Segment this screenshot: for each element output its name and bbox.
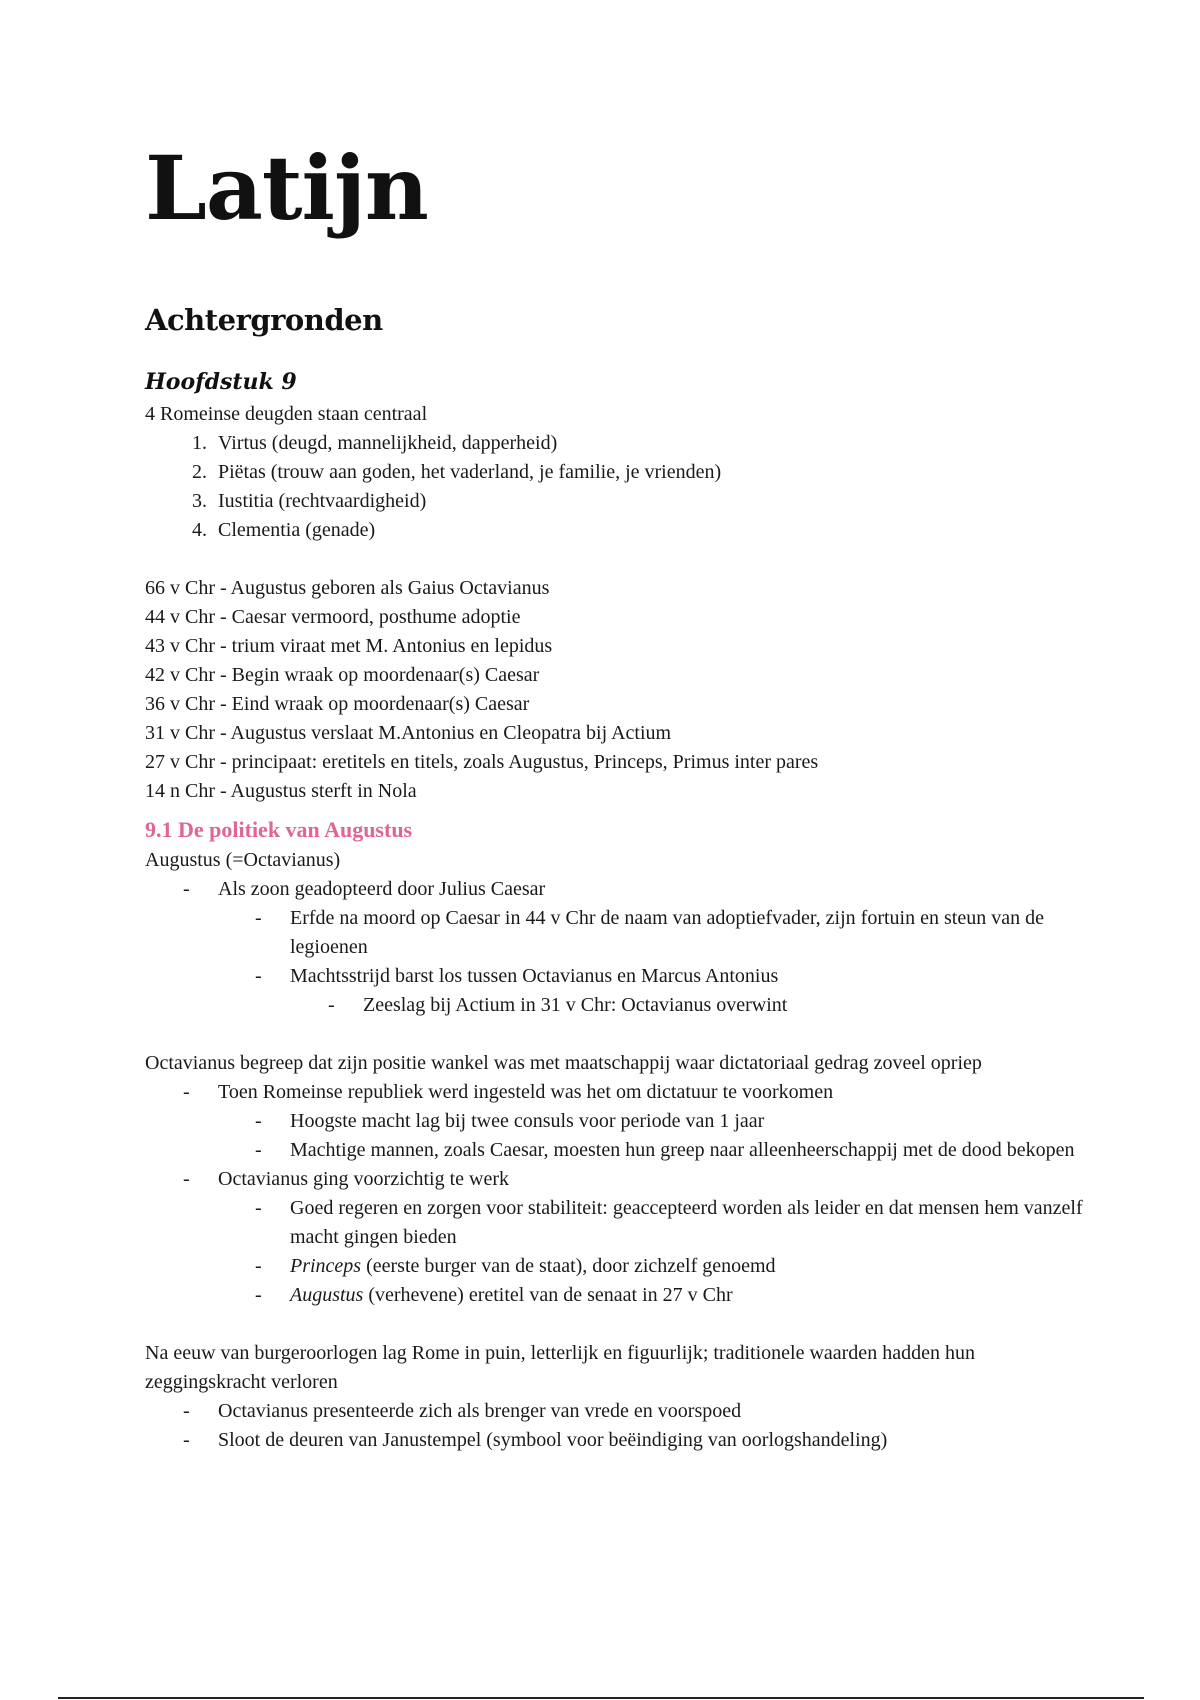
list-item: 2. Piëtas (trouw aan goden, het vaderland, je familie, je vrienden) bbox=[192, 461, 722, 483]
list-item: - Als zoon geadopteerd door Julius Caesar bbox=[183, 878, 546, 900]
timeline-entry: 66 v Chr - Augustus geboren als Gaius Octavianus bbox=[145, 577, 550, 599]
list-item: - Machtige mannen, zoals Caesar, moesten hun greep naar alleenheerschappij met de dood bekopen bbox=[255, 1139, 1075, 1161]
list-item: - Princeps (eerste burger van de staat), door zichzelf genoemd bbox=[255, 1255, 776, 1277]
timeline-entry: 44 v Chr - Caesar vermoord, posthume adoptie bbox=[145, 606, 521, 628]
page-divider bbox=[58, 1697, 1144, 1699]
list-item: - Zeeslag bij Actium in 31 v Chr: Octavianus overwint bbox=[328, 994, 788, 1016]
virtues-list bbox=[145, 429, 1085, 545]
list-item: 3. Iustitia (rechtvaardigheid) bbox=[192, 490, 427, 512]
bullet-list bbox=[145, 875, 1085, 1020]
document-title: Latijn bbox=[145, 136, 428, 240]
bullet-list bbox=[145, 1078, 1085, 1310]
timeline-entry: 36 v Chr - Eind wraak op moordenaar(s) Caesar bbox=[145, 693, 530, 715]
virtues-intro: 4 Romeinse deugden staan centraal bbox=[145, 403, 428, 425]
section-heading: Achtergronden bbox=[145, 303, 383, 337]
subsection-heading: 9.1 De politiek van Augustus bbox=[145, 817, 413, 842]
list-item: - Machtsstrijd barst los tussen Octavianus en Marcus Antonius bbox=[255, 965, 779, 987]
timeline-entry: 14 n Chr - Augustus sterft in Nola bbox=[145, 780, 417, 802]
timeline-entry: 31 v Chr - Augustus verslaat M.Antonius en Cleopatra bij Actium bbox=[145, 722, 672, 744]
list-item: - Goed regeren en zorgen voor stabiliteit: geaccepteerd worden als leider en dat mensen hem vanzelf macht gingen bieden bbox=[255, 1197, 1083, 1248]
list-item: - Sloot de deuren van Janustempel (symbool voor beëindiging van oorlogshandeling) bbox=[183, 1429, 888, 1451]
list-item: - Hoogste macht lag bij twee consuls voor periode van 1 jaar bbox=[255, 1110, 765, 1132]
paragraph: Octavianus begreep dat zijn positie wankel was met maatschappij waar dictatoriaal gedrag zoveel opriep bbox=[145, 1052, 982, 1074]
list-item: - Augustus (verhevene) eretitel van de senaat in 27 v Chr bbox=[255, 1284, 733, 1306]
subsection-intro: Augustus (=Octavianus) bbox=[145, 849, 341, 871]
list-item: 4. Clementia (genade) bbox=[192, 519, 376, 541]
timeline-entry: 42 v Chr - Begin wraak op moordenaar(s) Caesar bbox=[145, 664, 540, 686]
timeline bbox=[145, 574, 1085, 806]
list-item: 1. Virtus (deugd, mannelijkheid, dapperheid) bbox=[192, 432, 558, 454]
document-body bbox=[145, 400, 1085, 1455]
paragraph: Na eeuw van burgeroorlogen lag Rome in puin, letterlijk en figuurlijk; traditionele waarden hadden hun zeggingskracht verloren bbox=[145, 1342, 975, 1393]
list-item: - Toen Romeinse republiek werd ingesteld was het om dictatuur te voorkomen bbox=[183, 1081, 834, 1103]
list-item: - Erfde na moord op Caesar in 44 v Chr de naam van adoptiefvader, zijn fortuin en steun van de legioenen bbox=[255, 907, 1044, 958]
timeline-entry: 27 v Chr - principaat: eretitels en titels, zoals Augustus, Princeps, Primus inter pares bbox=[145, 751, 819, 773]
bullet-list bbox=[145, 1397, 1085, 1455]
list-item: - Octavianus presenteerde zich als brenger van vrede en voorspoed bbox=[183, 1400, 742, 1422]
chapter-heading: Hoofdstuk 9 bbox=[145, 369, 297, 395]
list-item: - Octavianus ging voorzichtig te werk bbox=[183, 1168, 510, 1190]
timeline-entry: 43 v Chr - trium viraat met M. Antonius en lepidus bbox=[145, 635, 553, 657]
